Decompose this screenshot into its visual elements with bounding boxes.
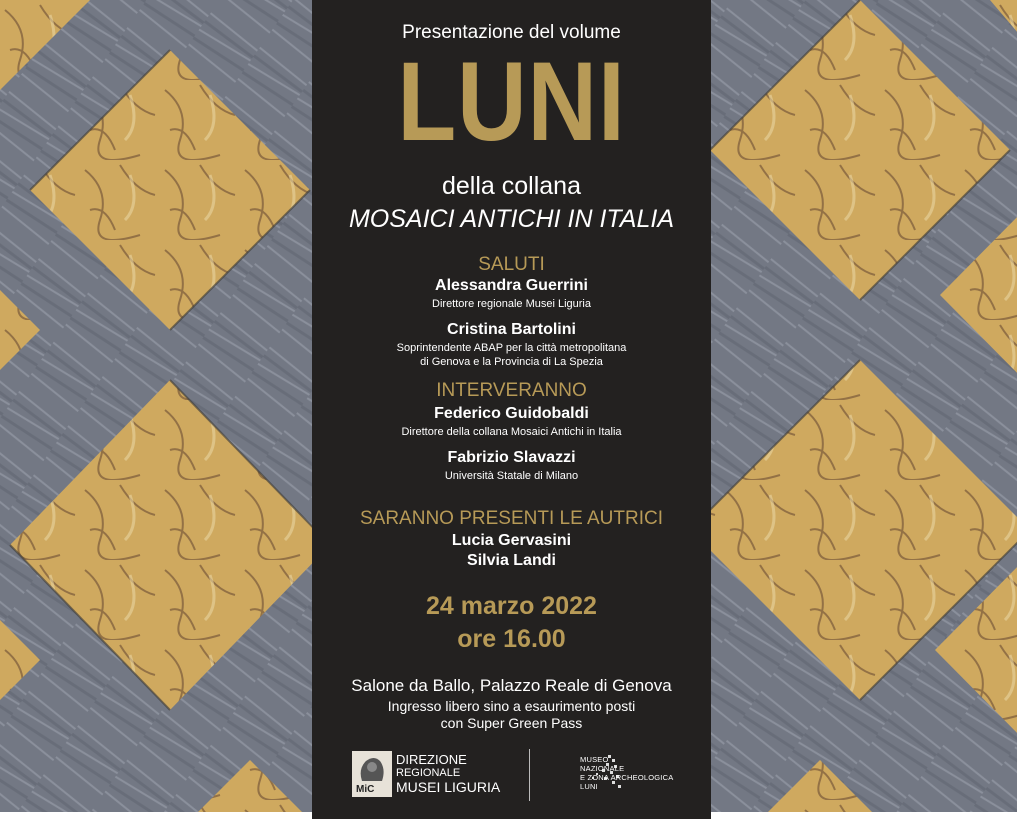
speaker-role: Soprintendente ABAP per la città metropolitana bbox=[396, 342, 627, 354]
logos-row bbox=[352, 749, 672, 801]
book-title: LUNI bbox=[397, 39, 626, 164]
autrici-heading: SARANNO PRESENTI LE AUTRICI bbox=[359, 508, 663, 529]
speaker-role: Direttore regionale Musei Liguria bbox=[432, 298, 591, 310]
interveranno-heading: INTERVERANNO bbox=[436, 380, 587, 401]
museo-luni-logo bbox=[538, 751, 678, 799]
speaker-role: Università Statale di Milano bbox=[444, 470, 579, 482]
event-venue: Salone da Ballo, Palazzo Reale di Genova bbox=[351, 676, 672, 695]
speaker-name: Federico Guidobaldi bbox=[434, 405, 589, 422]
pre-title: Presentazione del volume bbox=[402, 22, 621, 43]
saluti-heading: SALUTI bbox=[478, 254, 545, 275]
speaker-name: Alessandra Guerrini bbox=[435, 277, 588, 294]
speaker-name: Cristina Bartolini bbox=[447, 321, 576, 338]
author-name: Silvia Landi bbox=[467, 552, 556, 569]
series-title: MOSAICI ANTICHI IN ITALIA bbox=[348, 205, 675, 233]
event-time: ore 16.00 bbox=[457, 625, 566, 653]
direzione-regionale-logo bbox=[352, 751, 518, 799]
museo-line: LUNI bbox=[580, 782, 598, 791]
author-name: Lucia Gervasini bbox=[451, 532, 572, 549]
speaker-role: di Genova e la Provincia di La Spezia bbox=[420, 356, 603, 368]
mic-label: MiC bbox=[356, 784, 375, 795]
speaker-role: Direttore della collana Mosaici Antichi in Italia bbox=[401, 426, 622, 438]
event-date: 24 marzo 2022 bbox=[426, 592, 597, 620]
statue-head-icon bbox=[352, 751, 392, 785]
event-info-panel bbox=[312, 0, 711, 819]
museo-line: MUSEO bbox=[580, 755, 609, 764]
entry-note: Ingresso libero sino a esaurimento posti bbox=[387, 698, 636, 714]
mic-emblem bbox=[352, 751, 392, 797]
logo-divider bbox=[529, 749, 530, 801]
direzione-line: REGIONALE bbox=[396, 767, 461, 779]
direzione-line: DIREZIONE bbox=[396, 752, 467, 767]
collana-label: della collana bbox=[442, 172, 581, 200]
direzione-line: MUSEI LIGURIA bbox=[396, 779, 501, 795]
museo-line: E ZONA ARCHEOLOGICA bbox=[580, 773, 674, 782]
speaker-name: Fabrizio Slavazzi bbox=[447, 449, 576, 466]
museo-line: NAZIONALE bbox=[580, 764, 625, 773]
entry-note: con Super Green Pass bbox=[440, 715, 583, 731]
